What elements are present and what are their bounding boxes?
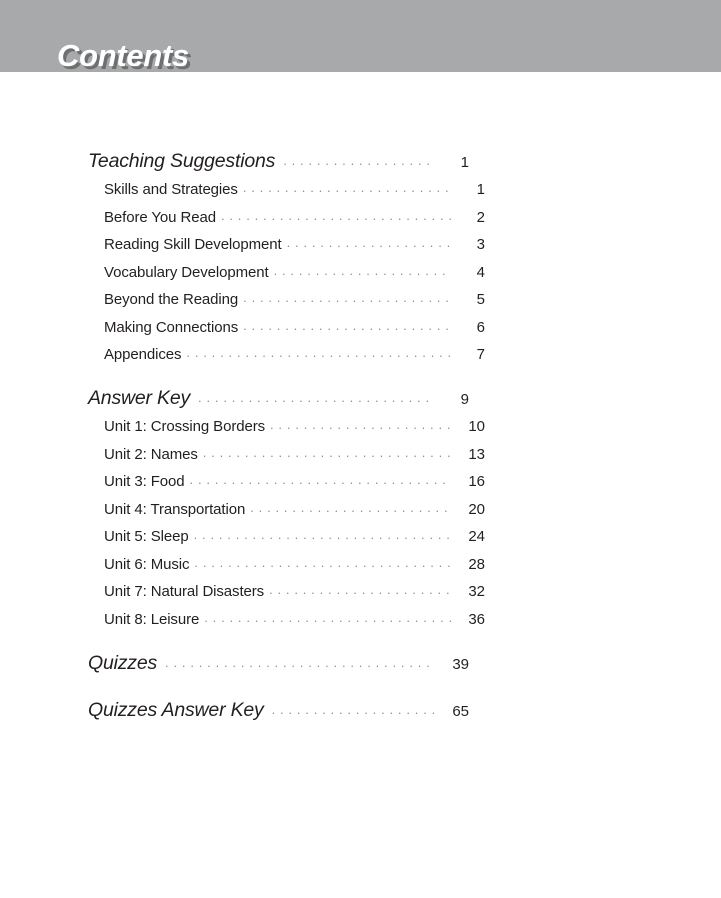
toc-page-number: 9 — [460, 391, 469, 408]
toc-page-number: 16 — [468, 473, 485, 490]
toc-section-label: Answer Key — [88, 387, 191, 409]
toc-entry-row[interactable] — [88, 498, 485, 518]
toc-entry-label: Skills and Strategies — [104, 181, 238, 198]
toc-entry-row[interactable] — [88, 553, 485, 573]
toc-entry-label: Vocabulary Development — [104, 263, 269, 281]
toc-section-row[interactable] — [88, 699, 469, 722]
toc-page-number: 6 — [476, 318, 485, 336]
toc-entry-row[interactable] — [88, 178, 485, 198]
dot-leader — [287, 233, 451, 249]
dot-leader — [194, 525, 451, 541]
toc-entry-label: Unit 2: Names — [104, 445, 198, 463]
toc-section-row[interactable] — [88, 387, 469, 410]
toc-entry-row[interactable] — [88, 525, 485, 545]
toc-entry-label: Reading Skill Development — [104, 236, 282, 253]
toc-page-number: 32 — [468, 583, 485, 600]
toc-entry-row[interactable] — [88, 470, 485, 490]
dot-leader — [243, 178, 451, 194]
toc-page-number: 65 — [452, 702, 469, 720]
toc-entry-label: Unit 4: Transportation — [104, 500, 246, 518]
toc-entry-label: Unit 8: Leisure — [104, 610, 200, 628]
toc-section-row[interactable] — [88, 150, 469, 173]
dot-leader — [270, 415, 451, 431]
toc-page-number: 1 — [460, 154, 469, 171]
toc-entry-label: Making Connections — [104, 318, 239, 336]
toc-entry-row[interactable] — [88, 288, 485, 308]
toc-page-number: 10 — [468, 418, 485, 435]
toc-page-number: 5 — [476, 291, 485, 308]
toc-section-label: Quizzes Answer Key — [88, 698, 264, 721]
dot-leader — [250, 498, 451, 514]
toc-page-number: 1 — [476, 181, 485, 198]
toc-entry-row[interactable] — [88, 206, 485, 226]
page-title: Contents — [57, 38, 189, 73]
toc-page-number: 3 — [476, 236, 485, 253]
toc-page-number: 36 — [468, 610, 485, 628]
toc-entry-row[interactable] — [88, 443, 485, 463]
toc-entry-label: Before You Read — [104, 208, 216, 226]
toc-page-number: 20 — [468, 500, 485, 518]
page-header-band — [0, 0, 721, 72]
toc-entry-label: Appendices — [104, 346, 182, 363]
toc-page-number: 24 — [468, 528, 485, 545]
toc-entry-label: Unit 7: Natural Disasters — [104, 583, 265, 600]
toc-page-number: 28 — [468, 555, 485, 573]
toc-entry-row[interactable] — [88, 343, 485, 363]
dot-leader — [283, 151, 435, 167]
toc-page-number: 13 — [468, 445, 485, 463]
toc-entry-row[interactable] — [88, 608, 485, 628]
toc-entry-label: Unit 1: Crossing Borders — [104, 418, 265, 435]
toc-entry-row[interactable] — [88, 580, 485, 600]
dot-leader — [204, 608, 451, 624]
dot-leader — [243, 288, 451, 304]
toc-entry-label: Unit 5: Sleep — [104, 528, 189, 545]
dot-leader — [190, 470, 451, 486]
toc-entry-row[interactable] — [88, 316, 485, 336]
toc-entry-label: Unit 6: Music — [104, 555, 190, 573]
dot-leader — [198, 388, 435, 404]
dot-leader — [165, 653, 435, 669]
toc-section-row[interactable] — [88, 652, 469, 675]
toc-entry-label: Beyond the Reading — [104, 291, 239, 308]
toc-section-label: Teaching Suggestions — [88, 150, 276, 172]
toc-entry-row[interactable] — [88, 233, 485, 253]
toc-section-label: Quizzes — [88, 651, 158, 674]
toc-page-number: 7 — [476, 346, 485, 363]
dot-leader — [243, 316, 451, 332]
toc-entry-label: Unit 3: Food — [104, 473, 185, 490]
dot-leader — [203, 443, 451, 459]
toc-page-number: 2 — [476, 208, 485, 226]
dot-leader — [186, 343, 451, 359]
toc-entry-row[interactable] — [88, 415, 485, 435]
toc-page-number: 39 — [452, 655, 469, 673]
dot-leader — [221, 206, 451, 222]
toc-page-number: 4 — [476, 263, 485, 281]
toc-entry-row[interactable] — [88, 261, 485, 281]
table-of-contents — [88, 150, 485, 727]
dot-leader — [272, 700, 435, 716]
dot-leader — [194, 553, 451, 569]
dot-leader — [274, 261, 451, 277]
dot-leader — [269, 580, 451, 596]
